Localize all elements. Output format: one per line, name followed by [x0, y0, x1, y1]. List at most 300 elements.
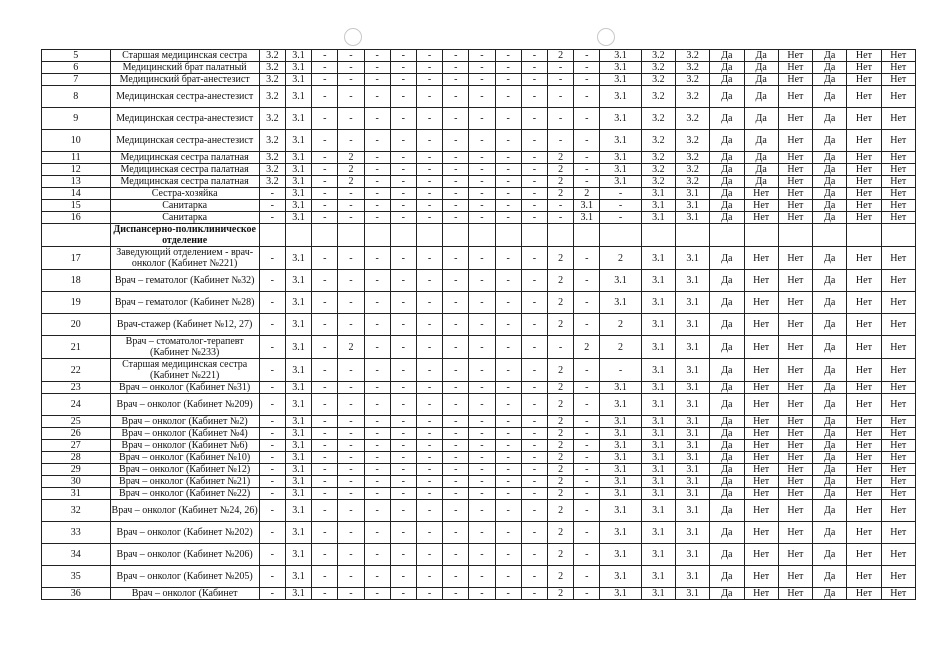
position-name: Врач – онколог (Кабинет №31): [110, 382, 259, 394]
factor-cell: Да: [710, 152, 744, 164]
factor-cell: Да: [744, 50, 778, 62]
factor-cell: 3.2: [641, 86, 675, 108]
factor-cell: -: [521, 130, 547, 152]
row-number: 8: [42, 86, 111, 108]
factor-cell: -: [364, 108, 390, 130]
factor-cell: -: [338, 416, 364, 428]
factor-cell: -: [364, 314, 390, 336]
factor-cell: [469, 224, 495, 247]
factor-cell: Нет: [881, 428, 915, 440]
factor-cell: 3.1: [675, 247, 709, 270]
factor-cell: 3.1: [641, 382, 675, 394]
factor-cell: Нет: [744, 188, 778, 200]
factor-cell: Нет: [778, 86, 812, 108]
factor-cell: Нет: [778, 270, 812, 292]
factor-cell: -: [312, 130, 338, 152]
position-name: Медицинская сестра-анестезист: [110, 130, 259, 152]
factor-cell: -: [495, 74, 521, 86]
factor-cell: -: [338, 359, 364, 382]
factor-cell: Нет: [847, 588, 881, 600]
factor-cell: -: [495, 152, 521, 164]
factor-cell: 3.1: [641, 440, 675, 452]
factor-cell: Да: [710, 500, 744, 522]
factor-cell: 3.1: [675, 500, 709, 522]
position-name: Медицинский брат-анестезист: [110, 74, 259, 86]
factor-cell: -: [495, 476, 521, 488]
position-name: Медицинская сестра-анестезист: [110, 108, 259, 130]
factor-cell: -: [390, 292, 416, 314]
factor-cell: 2: [547, 464, 573, 476]
factor-cell: [364, 224, 390, 247]
factor-cell: 3.1: [675, 440, 709, 452]
factor-cell: Да: [813, 152, 847, 164]
factor-cell: -: [259, 382, 285, 394]
factor-cell: -: [521, 188, 547, 200]
position-name: Врач – стоматолог-терапевт (Кабинет №233): [110, 336, 259, 359]
factor-cell: Да: [813, 566, 847, 588]
factor-cell: -: [574, 314, 600, 336]
factor-cell: [547, 224, 573, 247]
factor-cell: 2: [547, 452, 573, 464]
factor-cell: Да: [710, 50, 744, 62]
factor-cell: 2: [547, 314, 573, 336]
factor-cell: -: [443, 588, 469, 600]
row-number: 11: [42, 152, 111, 164]
position-name: Врач – онколог (Кабинет: [110, 588, 259, 600]
factor-cell: -: [390, 247, 416, 270]
factor-cell: -: [521, 164, 547, 176]
factor-cell: Да: [710, 62, 744, 74]
factor-cell: -: [443, 500, 469, 522]
factor-cell: 3.1: [600, 464, 641, 476]
factor-cell: Да: [813, 314, 847, 336]
row-number: 25: [42, 416, 111, 428]
factor-cell: Нет: [847, 86, 881, 108]
factor-cell: Нет: [778, 488, 812, 500]
factor-cell: -: [259, 188, 285, 200]
factor-cell: -: [600, 188, 641, 200]
factor-cell: -: [469, 394, 495, 416]
factor-cell: -: [469, 588, 495, 600]
factor-cell: Да: [710, 566, 744, 588]
factor-cell: Нет: [881, 50, 915, 62]
factor-cell: Нет: [881, 500, 915, 522]
factor-cell: 3.2: [641, 62, 675, 74]
factor-cell: -: [521, 314, 547, 336]
factor-cell: Нет: [778, 522, 812, 544]
factor-cell: -: [469, 452, 495, 464]
table-row: [42, 488, 916, 500]
factor-cell: 3.1: [600, 176, 641, 188]
factor-cell: 3.1: [285, 108, 311, 130]
factor-cell: Да: [710, 588, 744, 600]
factor-cell: -: [416, 452, 442, 464]
factor-cell: -: [521, 152, 547, 164]
factor-cell: -: [521, 416, 547, 428]
factor-cell: -: [364, 440, 390, 452]
factor-cell: -: [312, 188, 338, 200]
factor-cell: Нет: [744, 500, 778, 522]
factor-cell: Нет: [881, 86, 915, 108]
table-row: [42, 247, 916, 270]
row-number: 17: [42, 247, 111, 270]
factor-cell: -: [443, 152, 469, 164]
factor-cell: Нет: [744, 336, 778, 359]
factor-cell: -: [416, 212, 442, 224]
row-number: 23: [42, 382, 111, 394]
row-number: 5: [42, 50, 111, 62]
factor-cell: Да: [744, 62, 778, 74]
factor-cell: -: [416, 314, 442, 336]
position-name: Медицинская сестра палатная: [110, 164, 259, 176]
factor-cell: 3.1: [675, 336, 709, 359]
factor-cell: -: [364, 566, 390, 588]
factor-cell: Да: [710, 130, 744, 152]
factor-cell: -: [443, 464, 469, 476]
factor-cell: -: [521, 452, 547, 464]
factor-cell: -: [521, 50, 547, 62]
factor-cell: Нет: [881, 74, 915, 86]
factor-cell: -: [521, 382, 547, 394]
factor-cell: -: [521, 292, 547, 314]
factor-cell: -: [259, 247, 285, 270]
factor-cell: Да: [710, 428, 744, 440]
factor-cell: -: [390, 522, 416, 544]
factor-cell: -: [469, 270, 495, 292]
factor-cell: -: [312, 359, 338, 382]
factor-cell: -: [600, 359, 641, 382]
factor-cell: -: [390, 359, 416, 382]
factor-cell: 3.1: [285, 464, 311, 476]
factor-cell: 3.1: [641, 359, 675, 382]
factor-cell: 3.1: [574, 200, 600, 212]
factor-cell: 3.2: [259, 130, 285, 152]
factor-cell: Нет: [778, 292, 812, 314]
factor-cell: 3.1: [641, 270, 675, 292]
row-number: [42, 224, 111, 247]
factor-cell: -: [574, 452, 600, 464]
factor-cell: -: [521, 522, 547, 544]
factor-cell: -: [469, 62, 495, 74]
factor-cell: 3.2: [675, 86, 709, 108]
position-name: Медицинская сестра палатная: [110, 176, 259, 188]
factor-cell: -: [443, 566, 469, 588]
position-name: Врач – онколог (Кабинет №22): [110, 488, 259, 500]
factor-cell: -: [443, 336, 469, 359]
factor-cell: -: [469, 544, 495, 566]
factor-cell: -: [312, 416, 338, 428]
factor-cell: 2: [547, 247, 573, 270]
factor-cell: 2: [547, 416, 573, 428]
factor-cell: Да: [813, 500, 847, 522]
factor-cell: -: [364, 476, 390, 488]
factor-cell: 3.1: [675, 488, 709, 500]
factor-cell: -: [364, 588, 390, 600]
factor-cell: 3.1: [600, 452, 641, 464]
factor-cell: Нет: [847, 416, 881, 428]
factor-cell: 3.2: [259, 152, 285, 164]
factor-cell: Нет: [847, 428, 881, 440]
punch-hole-left: [344, 28, 362, 46]
factor-cell: -: [574, 86, 600, 108]
factor-cell: -: [469, 247, 495, 270]
factor-cell: 3.1: [600, 428, 641, 440]
row-number: 22: [42, 359, 111, 382]
factor-cell: Нет: [881, 522, 915, 544]
factor-cell: -: [574, 62, 600, 74]
factor-cell: -: [312, 452, 338, 464]
position-name: Врач – онколог (Кабинет №6): [110, 440, 259, 452]
factor-cell: 3.2: [641, 152, 675, 164]
factor-cell: Нет: [881, 440, 915, 452]
factor-cell: 3.1: [641, 566, 675, 588]
factor-cell: 3.1: [285, 270, 311, 292]
factor-cell: -: [390, 464, 416, 476]
factor-cell: -: [390, 130, 416, 152]
factor-cell: -: [390, 176, 416, 188]
factor-cell: Нет: [744, 440, 778, 452]
factor-cell: -: [521, 544, 547, 566]
factor-cell: Да: [710, 86, 744, 108]
factor-cell: 2: [338, 176, 364, 188]
factor-cell: Нет: [881, 452, 915, 464]
factor-cell: -: [416, 588, 442, 600]
factor-cell: -: [338, 86, 364, 108]
factor-cell: -: [495, 452, 521, 464]
position-name: Диспансерно-поликлиническое отделение: [110, 224, 259, 247]
factor-cell: -: [338, 544, 364, 566]
factor-cell: -: [416, 416, 442, 428]
factor-cell: -: [259, 292, 285, 314]
factor-cell: Нет: [778, 440, 812, 452]
factor-cell: -: [259, 500, 285, 522]
factor-cell: 3.1: [600, 588, 641, 600]
position-name: Медицинский брат палатный: [110, 62, 259, 74]
factor-cell: Да: [813, 130, 847, 152]
factor-cell: Да: [744, 152, 778, 164]
factor-cell: -: [312, 176, 338, 188]
position-name: Врач – онколог (Кабинет №209): [110, 394, 259, 416]
factor-cell: Нет: [778, 588, 812, 600]
factor-cell: -: [469, 314, 495, 336]
position-name: Сестра-хозяйка: [110, 188, 259, 200]
factor-cell: -: [416, 164, 442, 176]
factor-cell: 2: [547, 164, 573, 176]
factor-cell: -: [338, 566, 364, 588]
factor-cell: 2: [547, 476, 573, 488]
factor-cell: 2: [547, 292, 573, 314]
factor-cell: -: [390, 336, 416, 359]
factor-cell: -: [574, 500, 600, 522]
factor-cell: -: [364, 464, 390, 476]
factor-cell: Нет: [881, 416, 915, 428]
factor-cell: 3.1: [285, 176, 311, 188]
factor-cell: 3.1: [600, 488, 641, 500]
factor-cell: -: [443, 74, 469, 86]
factor-cell: 3.1: [641, 476, 675, 488]
factor-cell: 3.1: [675, 270, 709, 292]
factor-cell: Нет: [744, 416, 778, 428]
factor-cell: -: [259, 452, 285, 464]
factor-cell: -: [521, 200, 547, 212]
factor-cell: 3.1: [675, 428, 709, 440]
factor-cell: -: [547, 212, 573, 224]
factor-cell: Да: [744, 164, 778, 176]
factor-cell: -: [338, 522, 364, 544]
factor-cell: Нет: [847, 394, 881, 416]
factor-cell: -: [338, 428, 364, 440]
factor-cell: -: [443, 440, 469, 452]
factor-cell: 3.1: [675, 382, 709, 394]
factor-cell: Нет: [881, 152, 915, 164]
factor-cell: 3.1: [600, 440, 641, 452]
factor-cell: Нет: [778, 476, 812, 488]
factor-cell: 3.1: [285, 488, 311, 500]
factor-cell: Нет: [744, 476, 778, 488]
factor-cell: -: [469, 164, 495, 176]
factor-cell: Да: [710, 200, 744, 212]
factor-cell: -: [574, 428, 600, 440]
factor-cell: 3.2: [675, 108, 709, 130]
factor-cell: -: [338, 488, 364, 500]
factor-cell: -: [574, 108, 600, 130]
table-row: [42, 464, 916, 476]
factor-cell: Нет: [778, 544, 812, 566]
table-row: [42, 292, 916, 314]
factor-cell: -: [495, 270, 521, 292]
factor-cell: 3.1: [285, 200, 311, 212]
factor-cell: 3.1: [285, 359, 311, 382]
factor-cell: Нет: [778, 164, 812, 176]
factor-cell: -: [521, 62, 547, 74]
factor-cell: -: [312, 428, 338, 440]
factor-cell: [813, 224, 847, 247]
table-row: [42, 394, 916, 416]
factor-cell: 3.1: [285, 86, 311, 108]
factor-cell: -: [259, 359, 285, 382]
factor-cell: Нет: [847, 314, 881, 336]
factor-cell: -: [521, 108, 547, 130]
factor-cell: -: [443, 86, 469, 108]
factor-cell: 2: [338, 164, 364, 176]
factor-cell: 3.2: [259, 74, 285, 86]
factor-cell: -: [416, 500, 442, 522]
factor-cell: Да: [813, 488, 847, 500]
factor-cell: -: [495, 130, 521, 152]
factor-cell: -: [521, 476, 547, 488]
factor-cell: Да: [813, 200, 847, 212]
factor-cell: 3.2: [259, 164, 285, 176]
factor-cell: -: [443, 359, 469, 382]
factor-cell: [847, 224, 881, 247]
factor-cell: -: [312, 336, 338, 359]
factor-cell: 3.1: [285, 440, 311, 452]
factor-cell: Нет: [778, 50, 812, 62]
punch-hole-right: [597, 28, 615, 46]
position-name: Врач – гематолог (Кабинет №28): [110, 292, 259, 314]
factor-cell: 3.1: [600, 270, 641, 292]
factor-cell: 2: [547, 500, 573, 522]
row-number: 28: [42, 452, 111, 464]
factor-cell: -: [390, 74, 416, 86]
factor-cell: 2: [547, 544, 573, 566]
factor-cell: Нет: [778, 176, 812, 188]
row-number: 32: [42, 500, 111, 522]
factor-cell: -: [495, 164, 521, 176]
factor-cell: -: [416, 566, 442, 588]
factor-cell: -: [338, 50, 364, 62]
factor-cell: Да: [813, 416, 847, 428]
position-name: Врач-стажер (Кабинет №12, 27): [110, 314, 259, 336]
factor-cell: -: [390, 488, 416, 500]
factor-cell: 3.1: [285, 50, 311, 62]
factor-cell: Нет: [744, 566, 778, 588]
factor-cell: 3.2: [259, 86, 285, 108]
factor-cell: Да: [813, 270, 847, 292]
factor-cell: -: [416, 428, 442, 440]
factor-cell: Да: [710, 452, 744, 464]
factor-cell: 3.1: [641, 464, 675, 476]
row-number: 15: [42, 200, 111, 212]
factor-cell: 3.1: [641, 188, 675, 200]
factor-cell: Нет: [778, 130, 812, 152]
factor-cell: [390, 224, 416, 247]
row-number: 36: [42, 588, 111, 600]
factor-cell: -: [416, 200, 442, 212]
factor-cell: Да: [710, 382, 744, 394]
factor-cell: -: [364, 152, 390, 164]
factor-cell: -: [495, 62, 521, 74]
factor-cell: 3.1: [675, 394, 709, 416]
factor-cell: Нет: [881, 588, 915, 600]
factor-cell: Да: [710, 188, 744, 200]
factor-cell: 3.1: [285, 212, 311, 224]
factor-cell: -: [364, 188, 390, 200]
table-row: [42, 212, 916, 224]
factor-cell: -: [416, 522, 442, 544]
factor-cell: Да: [813, 247, 847, 270]
factor-cell: Нет: [744, 464, 778, 476]
factor-cell: Нет: [847, 566, 881, 588]
factor-cell: Нет: [881, 566, 915, 588]
factor-cell: 3.1: [285, 522, 311, 544]
factor-cell: 3.1: [285, 588, 311, 600]
factor-cell: -: [364, 86, 390, 108]
factor-cell: Да: [813, 440, 847, 452]
row-number: 35: [42, 566, 111, 588]
row-number: 26: [42, 428, 111, 440]
factor-cell: -: [574, 50, 600, 62]
factor-cell: Нет: [847, 200, 881, 212]
factor-cell: 2: [600, 247, 641, 270]
factor-cell: Нет: [778, 247, 812, 270]
factor-cell: 3.1: [675, 314, 709, 336]
factor-cell: Да: [710, 336, 744, 359]
factor-cell: -: [416, 382, 442, 394]
factor-cell: -: [259, 464, 285, 476]
table-row: [42, 359, 916, 382]
factor-cell: Нет: [778, 452, 812, 464]
factor-cell: 3.1: [600, 108, 641, 130]
factor-cell: -: [547, 108, 573, 130]
factor-cell: -: [574, 544, 600, 566]
factor-cell: -: [469, 428, 495, 440]
factor-cell: -: [338, 188, 364, 200]
factor-cell: Нет: [778, 359, 812, 382]
factor-cell: -: [574, 247, 600, 270]
factor-cell: -: [547, 86, 573, 108]
row-number: 7: [42, 74, 111, 86]
